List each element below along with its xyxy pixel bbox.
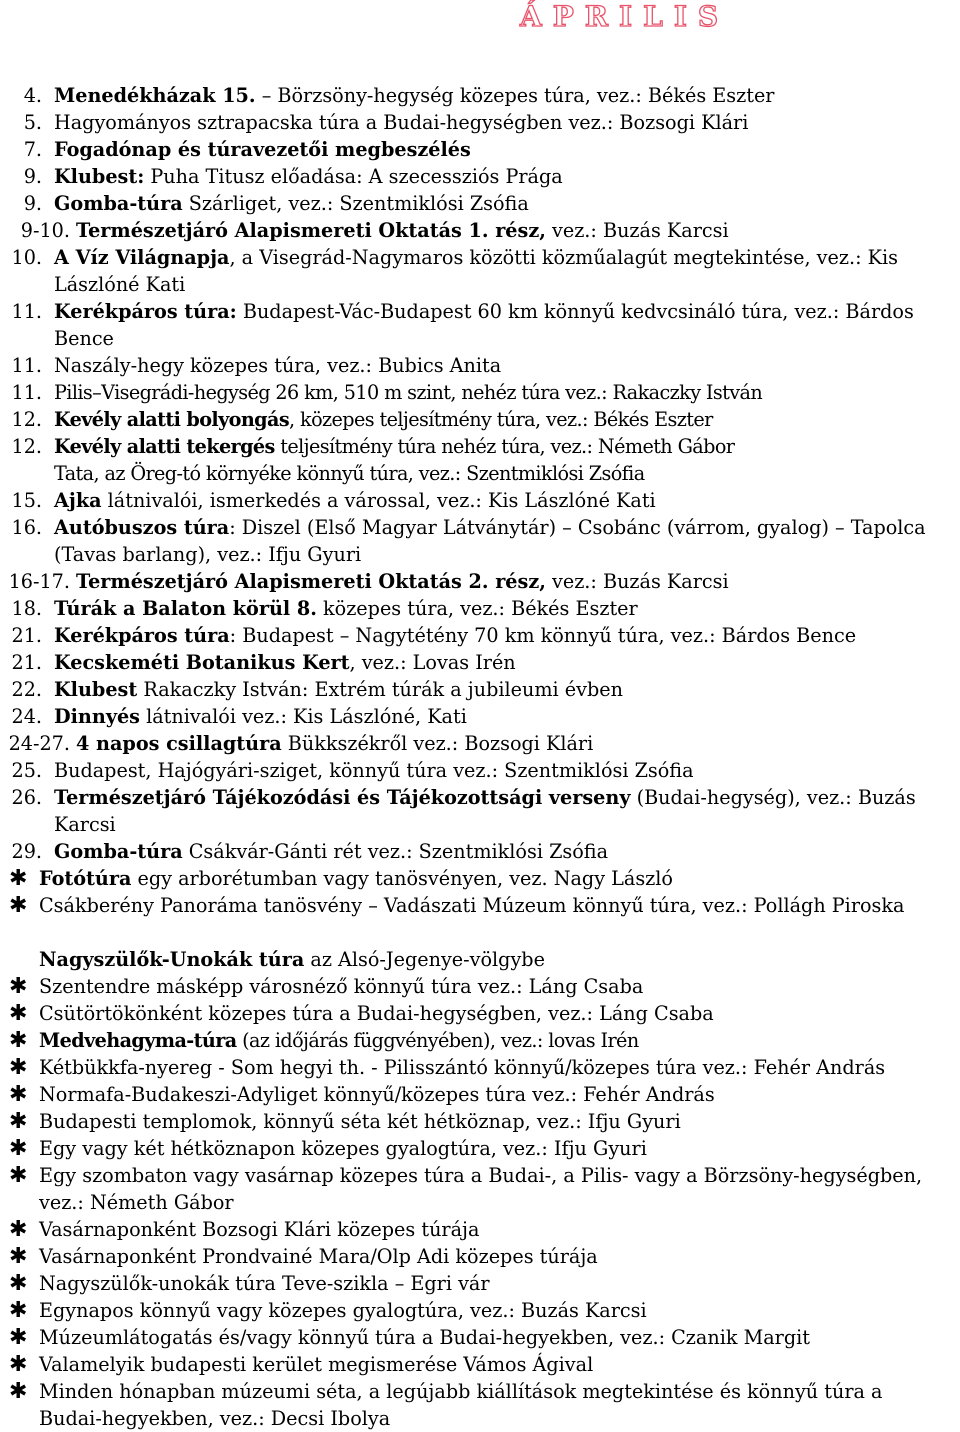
list-item	[0, 649, 960, 676]
asterisk-bullet-icon: ✱	[9, 893, 28, 918]
item-description: Nagyszülők-unokák túra Teve-szikla – Egri vár	[39, 1272, 490, 1295]
list-item	[0, 136, 960, 163]
asterisk-bullet-icon: ✱	[9, 1136, 28, 1161]
item-text	[54, 676, 623, 703]
list-item	[0, 217, 960, 244]
item-text	[39, 1135, 647, 1162]
list-item	[0, 838, 960, 865]
item-text	[39, 946, 545, 973]
asterisk-bullet-icon: ✱	[9, 866, 28, 891]
list-item	[0, 595, 960, 622]
item-text	[54, 406, 713, 433]
item-description: : Budapest – Nagytétény 70 km könnyű túra, vez.: Bárdos Bence	[229, 624, 857, 647]
list-item	[0, 244, 960, 298]
item-text	[54, 757, 694, 784]
asterisk-bullet-icon: ✱	[9, 1082, 28, 1107]
item-text	[39, 1162, 942, 1216]
list-item	[0, 892, 960, 946]
item-text	[54, 649, 516, 676]
item-description: , vez.: Lovas Irén	[349, 651, 516, 674]
item-text	[54, 352, 501, 379]
item-text	[39, 1270, 490, 1297]
item-text	[39, 1351, 593, 1378]
list-item	[0, 676, 960, 703]
item-description: (Budai-hegység), vez.: Buzás Karcsi	[54, 786, 916, 836]
item-text	[76, 217, 729, 244]
asterisk-bullet-icon: ✱	[9, 1163, 28, 1188]
item-highlight: Medvehagyma-túra	[39, 1029, 237, 1052]
item-text	[54, 703, 467, 730]
item-text	[39, 1081, 715, 1108]
item-description: Múzeumlátogatás és/vagy könnyű túra a Budai-hegyekben, vez.: Czanik Margit	[39, 1326, 810, 1349]
item-text	[54, 298, 942, 352]
item-description: Bükkszékről vez.: Bozsogi Klári	[281, 732, 594, 755]
item-date: 5.	[23, 111, 42, 134]
item-text	[54, 244, 942, 298]
item-date: 26.	[11, 786, 42, 809]
item-highlight: Kerékpáros túra	[54, 624, 230, 647]
item-text	[39, 1216, 479, 1243]
item-date: 24-27.	[8, 732, 70, 755]
list-item	[0, 514, 960, 568]
item-text	[54, 136, 471, 163]
item-highlight: Kecskeméti Botanikus Kert	[54, 651, 350, 674]
list-item	[0, 1027, 960, 1054]
item-highlight: Kevély alatti bolyongás	[54, 408, 290, 431]
item-description: – Börzsöny-hegység közepes túra, vez.: Békés Eszter	[255, 84, 775, 107]
list-item	[0, 1000, 960, 1027]
item-description: : Diszel (Első Magyar Látványtár) – Csobánc (várrom, gyalog) – Tapolca (Tavas barlang), vez.: Ifju Gyuri	[54, 516, 926, 566]
asterisk-bullet-icon: ✱	[9, 1379, 28, 1404]
item-date: 12.	[11, 435, 42, 458]
item-date: 25.	[11, 759, 42, 782]
item-text	[39, 865, 673, 892]
item-date: 12.	[11, 408, 42, 431]
item-text	[54, 838, 608, 865]
item-highlight: 4 napos csillagtúra	[76, 732, 282, 755]
list-item	[0, 433, 960, 460]
item-description: Csákberény Panoráma tanösvény – Vadászati Múzeum könnyű túra, vez.: Pollágh Piroska	[39, 894, 905, 917]
item-text	[39, 1027, 639, 1054]
item-highlight: Ajka	[54, 489, 102, 512]
item-highlight: Természetjáró Tájékozódási és Tájékozottsági verseny	[54, 786, 631, 809]
item-text	[54, 514, 942, 568]
item-date: 18.	[11, 597, 42, 620]
list-item	[0, 1108, 960, 1135]
list-item	[0, 1162, 960, 1216]
list-item	[0, 757, 960, 784]
asterisk-bullet-icon: ✱	[9, 1244, 28, 1269]
item-highlight: A Víz Világnapja	[54, 246, 230, 269]
item-text	[54, 595, 638, 622]
item-text	[54, 487, 656, 514]
list-item	[0, 1135, 960, 1162]
list-item	[0, 163, 960, 190]
item-text	[54, 82, 774, 109]
item-description: Csütörtökönként közepes túra a Budai-hegységben, vez.: Láng Csaba	[39, 1002, 714, 1025]
list-item	[0, 1378, 960, 1432]
item-description: látnivalói, ismerkedés a várossal, vez.: Kis Lászlóné Kati	[101, 489, 656, 512]
list-item	[0, 946, 960, 973]
item-text	[76, 730, 593, 757]
item-text	[39, 1000, 714, 1027]
item-date: 11.	[11, 300, 42, 323]
item-description: Csákvár-Gánti rét vez.: Szentmiklósi Zsófia	[182, 840, 609, 863]
list-item	[0, 1324, 960, 1351]
list-item	[0, 1270, 960, 1297]
item-highlight: Túrák a Balaton körül 8.	[54, 597, 317, 620]
asterisk-bullet-icon: ✱	[9, 1271, 28, 1296]
item-date: 11.	[11, 381, 42, 404]
item-description: Hagyományos sztrapacska túra a Budai-hegységben vez.: Bozsogi Klári	[54, 111, 749, 134]
list-item	[0, 1081, 960, 1108]
list-item	[0, 406, 960, 433]
list-item	[0, 730, 960, 757]
list-item	[0, 109, 960, 136]
asterisk-bullet-icon: ✱	[9, 1028, 28, 1053]
page-title: ÁPRILIS	[520, 0, 730, 33]
item-description: , a Visegrád-Nagymaros közötti közműalagút megtekintése, vez.: Kis Lászlóné Kati	[54, 246, 898, 296]
item-description: Valamelyik budapesti kerület megismerése Vámos Ágival	[39, 1353, 594, 1376]
item-description: Vasárnaponként Bozsogi Klári közepes túrája	[39, 1218, 480, 1241]
list-item	[0, 487, 960, 514]
item-text	[54, 109, 748, 136]
item-highlight: Gomba-túra	[54, 192, 183, 215]
item-text	[39, 973, 643, 1000]
item-highlight: Természetjáró Alapismereti Oktatás 2. rész,	[76, 570, 546, 593]
item-description: Pilis–Visegrádi-hegység 26 km, 510 m szint, nehéz túra vez.: Rakaczky István	[54, 381, 763, 404]
asterisk-bullet-icon: ✱	[9, 1298, 28, 1323]
item-highlight: Kerékpáros túra:	[54, 300, 237, 323]
item-description: Egy vagy két hétköznapon közepes gyalogtúra, vez.: Ifju Gyuri	[39, 1137, 647, 1160]
item-date: 21.	[11, 624, 42, 647]
item-date: 15.	[11, 489, 42, 512]
item-date: 24.	[11, 705, 42, 728]
item-description: Tata, az Öreg-tó környéke könnyű túra, vez.: Szentmiklósi Zsófia	[54, 462, 645, 485]
item-description: Egynapos könnyű vagy közepes gyalogtúra, vez.: Buzás Karcsi	[39, 1299, 647, 1322]
item-text	[39, 1324, 810, 1351]
item-highlight: Dinnyés	[54, 705, 140, 728]
item-text	[39, 1243, 598, 1270]
item-highlight: Természetjáró Alapismereti Oktatás 1. rész,	[76, 219, 546, 242]
list-item	[0, 865, 960, 892]
item-text	[39, 1054, 885, 1081]
item-date: 29.	[11, 840, 42, 863]
list-item	[0, 568, 960, 595]
asterisk-bullet-icon: ✱	[9, 1001, 28, 1026]
item-description: vez.: Buzás Karcsi	[545, 570, 729, 593]
item-date: 7.	[23, 138, 42, 161]
item-date: 22.	[11, 678, 42, 701]
item-description: közepes túra, vez.: Békés Eszter	[316, 597, 638, 620]
item-text	[54, 460, 645, 487]
item-description: teljesítmény túra nehéz túra, vez.: Németh Gábor	[274, 435, 735, 458]
item-text	[39, 1108, 681, 1135]
list-item	[0, 622, 960, 649]
item-text	[54, 163, 563, 190]
item-description: az Alsó-Jegenye-völgybe	[304, 948, 545, 971]
item-description: Szárliget, vez.: Szentmiklósi Zsófia	[182, 192, 529, 215]
item-highlight: Nagyszülők-Unokák túra	[39, 948, 305, 971]
item-highlight: Fogadónap és túravezetői megbeszélés	[54, 138, 471, 161]
asterisk-bullet-icon: ✱	[9, 1217, 28, 1242]
asterisk-bullet-icon: ✱	[9, 1325, 28, 1350]
item-date: 9-10.	[20, 219, 70, 242]
item-highlight: Menedékházak 15.	[54, 84, 256, 107]
item-description: Rakaczky István: Extrém túrák a jubileumi évben	[137, 678, 623, 701]
list-item	[0, 1351, 960, 1378]
item-description: látnivalói vez.: Kis Lászlóné, Kati	[140, 705, 467, 728]
item-date: 9.	[23, 165, 42, 188]
item-highlight: Kevély alatti tekergés	[54, 435, 275, 458]
item-highlight: Gomba-túra	[54, 840, 183, 863]
item-text	[76, 568, 729, 595]
item-text	[54, 379, 762, 406]
item-date: 10.	[11, 246, 42, 269]
item-date: 16-17.	[8, 570, 70, 593]
list-item	[0, 82, 960, 109]
item-text	[54, 622, 856, 649]
item-text	[39, 1378, 942, 1432]
asterisk-bullet-icon: ✱	[9, 1055, 28, 1080]
asterisk-bullet-icon: ✱	[9, 1109, 28, 1134]
item-highlight: Fotótúra	[39, 867, 132, 890]
item-date: 9.	[23, 192, 42, 215]
item-text	[39, 1297, 647, 1324]
item-text	[54, 190, 529, 217]
list-item	[0, 973, 960, 1000]
item-description: Budapest-Vác-Budapest 60 km könnyű kedvcsináló túra, vez.: Bárdos Bence	[54, 300, 914, 350]
list-item	[0, 703, 960, 730]
item-description: Normafa-Budakeszi-Adyliget könnyű/közepes túra vez.: Fehér András	[39, 1083, 715, 1106]
list-item	[0, 1297, 960, 1324]
item-description: (az időjárás függvényében), vez.: lovas Irén	[236, 1029, 639, 1052]
item-description: Szentendre másképp városnéző könnyű túra vez.: Láng Csaba	[39, 975, 644, 998]
item-description: Minden hónapban múzeumi séta, a legújabb kiállítások megtekintése és könnyű túra a Budai-hegyekben, vez.: Decsi Ibolya	[39, 1380, 883, 1430]
item-highlight: Klubest:	[54, 165, 145, 188]
list-item	[0, 379, 960, 406]
list-item	[0, 1243, 960, 1270]
item-date: 21.	[11, 651, 42, 674]
item-date: 4.	[23, 84, 42, 107]
item-description: Vasárnaponként Prondvainé Mara/Olp Adi közepes túrája	[39, 1245, 598, 1268]
item-date: 16.	[11, 516, 42, 539]
item-description: Naszály-hegy közepes túra, vez.: Bubics Anita	[54, 354, 502, 377]
item-description: Kétbükkfa-nyereg - Som hegyi th. - Pilisszántó könnyű/közepes túra vez.: Fehér András	[39, 1056, 886, 1079]
item-date: 11.	[11, 354, 42, 377]
list-item	[0, 1054, 960, 1081]
list-item	[0, 1216, 960, 1243]
list-item	[0, 460, 960, 487]
item-description: egy arborétumban vagy tanösvényen, vez. Nagy László	[131, 867, 673, 890]
list-item	[0, 298, 960, 352]
item-description: Budapesti templomok, könnyű séta két hétköznap, vez.: Ifju Gyuri	[39, 1110, 681, 1133]
item-text	[54, 433, 734, 460]
item-description: , közepes teljesítmény túra, vez.: Békés Eszter	[289, 408, 713, 431]
item-text	[54, 784, 942, 838]
list-item	[0, 352, 960, 379]
asterisk-bullet-icon: ✱	[9, 1352, 28, 1377]
list-item	[0, 190, 960, 217]
item-highlight: Klubest	[54, 678, 138, 701]
event-list	[0, 82, 960, 1432]
item-text	[39, 892, 942, 919]
item-description: vez.: Buzás Karcsi	[545, 219, 729, 242]
item-highlight: Autóbuszos túra	[54, 516, 230, 539]
item-description: Budapest, Hajógyári-sziget, könnyű túra vez.: Szentmiklósi Zsófia	[54, 759, 694, 782]
item-description: Puha Titusz előadása: A szecessziós Prága	[144, 165, 563, 188]
item-description: Egy szombaton vagy vasárnap közepes túra a Budai-, a Pilis- vagy a Börzsöny-hegységben, vez.: Németh Gábor	[39, 1164, 923, 1214]
asterisk-bullet-icon: ✱	[9, 974, 28, 999]
list-item	[0, 784, 960, 838]
